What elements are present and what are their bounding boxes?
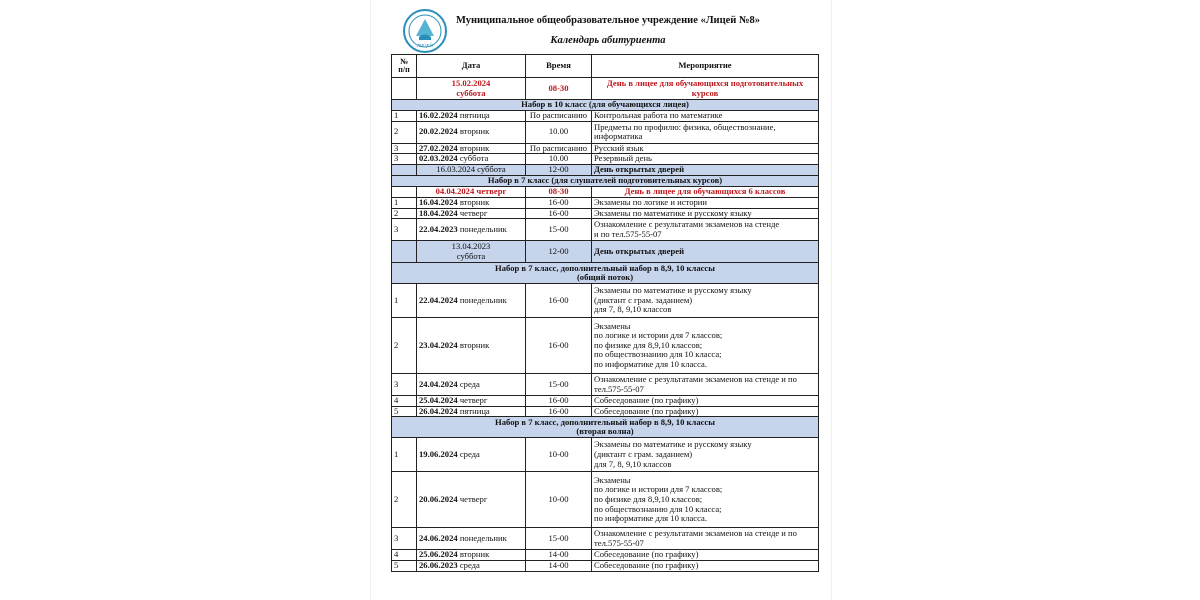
- row-weekday: вторник: [459, 549, 490, 560]
- row-event: День в лицее для обучающихся подготовительных курсов: [592, 78, 819, 100]
- row-date: 23.04.2024: [419, 339, 458, 350]
- row-time: 10.00: [526, 121, 592, 143]
- table-row: [392, 396, 819, 407]
- row-time: 12-00: [526, 241, 592, 263]
- table-row: [392, 111, 819, 122]
- row-date: 16.04.2024: [419, 197, 458, 207]
- row-time: 15-00: [526, 219, 592, 241]
- row-number: 2: [392, 208, 417, 219]
- row-date-cell: [417, 284, 526, 318]
- row-date-cell: [417, 208, 526, 219]
- table-row: [392, 438, 819, 472]
- row-event: День открытых дверей: [592, 164, 819, 175]
- row-number: 4: [392, 396, 417, 407]
- row-date-cell: [417, 528, 526, 550]
- row-date: 25.06.2024: [419, 549, 458, 560]
- row-number: [392, 186, 417, 197]
- row-event: День в лицее для обучающихся 6 классов: [592, 186, 819, 197]
- row-date-cell: [417, 472, 526, 528]
- row-time: 16-00: [526, 396, 592, 407]
- row-number: 2: [392, 318, 417, 374]
- row-number: 3: [392, 528, 417, 550]
- row-number: 4: [392, 550, 417, 561]
- row-event: Экзамены по математике и русскому языку (диктант с грам. заданием) для 7, 8, 9,10 классов: [592, 284, 819, 318]
- row-time: 08-30: [526, 78, 592, 100]
- row-weekday: среда: [459, 449, 480, 460]
- table-row: [392, 561, 819, 572]
- section-header-row: [392, 175, 819, 186]
- row-time: 16-00: [526, 318, 592, 374]
- row-number: [392, 164, 417, 175]
- row-number: 3: [392, 143, 417, 154]
- row-date: 20.02.2024: [419, 126, 458, 137]
- row-number: [392, 78, 417, 100]
- row-date: 22.04.2024: [419, 294, 458, 305]
- row-event: Собеседование (по графику): [592, 561, 819, 572]
- row-time: 08-30: [526, 186, 592, 197]
- row-date-cell: [417, 561, 526, 572]
- col-event-header: Мероприятие: [592, 55, 819, 78]
- row-date-cell: [417, 406, 526, 417]
- lyceum-logo: [402, 8, 448, 54]
- row-weekday: среда: [459, 560, 480, 570]
- row-date-cell: [417, 318, 526, 374]
- row-date: 19.06.2024: [419, 449, 458, 460]
- row-date: 20.06.2024: [419, 494, 458, 505]
- logo-text: ЛИЦЕЙ: [417, 43, 433, 48]
- row-date-cell: [417, 550, 526, 561]
- row-date-cell: 16.03.2024 суббота: [417, 164, 526, 175]
- row-date-cell: [417, 438, 526, 472]
- highlight-row: [392, 78, 819, 100]
- row-date: 25.04.2024: [419, 395, 458, 406]
- row-event: Собеседование (по графику): [592, 396, 819, 407]
- row-weekday: четверг: [459, 208, 488, 218]
- row-time: 14-00: [526, 550, 592, 561]
- section-title: Набор в 7 класс (для слушателей подготовительных курсов): [392, 175, 819, 186]
- table-row: [392, 154, 819, 165]
- table-row: [392, 219, 819, 241]
- row-time: 16-00: [526, 208, 592, 219]
- col-time-header: Время: [526, 55, 592, 78]
- row-number: [392, 241, 417, 263]
- row-weekday: среда: [459, 378, 480, 389]
- row-number: 2: [392, 472, 417, 528]
- table-row: [392, 143, 819, 154]
- section-header-row: [392, 417, 819, 438]
- row-number: 3: [392, 219, 417, 241]
- row-number: 5: [392, 561, 417, 572]
- row-weekday: вторник: [459, 143, 490, 153]
- open-day-row: [392, 164, 819, 175]
- row-weekday: понедельник: [459, 533, 507, 544]
- open-day-row: [392, 241, 819, 263]
- row-number: 3: [392, 154, 417, 165]
- row-event: Экзамены по логике и истории для 7 классов; по физике для 8,9,10 классов; по обществознанию для 10 класса; по информатике для 10 класса.: [592, 318, 819, 374]
- row-time: 12-00: [526, 164, 592, 175]
- row-date-cell: [417, 197, 526, 208]
- schedule-table: [391, 54, 819, 572]
- section-header-row: [392, 100, 819, 111]
- table-row: [392, 550, 819, 561]
- row-date-cell: [417, 154, 526, 165]
- row-event: Экзамены по логике и истории для 7 классов; по физике для 8,9,10 классов; по обществознанию для 10 класса; по информатике для 10 класса.: [592, 472, 819, 528]
- row-event: Контрольная работа по математике: [592, 111, 819, 122]
- row-date-cell: [417, 396, 526, 407]
- row-date: 02.03.2024: [419, 153, 458, 164]
- row-date-cell: 13.04.2023 суббота: [417, 241, 526, 263]
- row-event: Ознакомление с результатами экзаменов на стенде и по тел.575-55-07: [592, 219, 819, 241]
- row-time: 16-00: [526, 284, 592, 318]
- section-title: Набор в 10 класс (для обучающихся лицея): [392, 100, 819, 111]
- row-weekday: понедельник: [459, 223, 507, 234]
- row-weekday: суббота: [459, 153, 489, 164]
- row-date: 22.04.2023: [419, 223, 458, 234]
- table-row: [392, 528, 819, 550]
- row-weekday: вторник: [459, 126, 490, 137]
- row-event: День открытых дверей: [592, 241, 819, 263]
- row-date: 26.06.2023: [419, 560, 458, 570]
- table-row: [392, 208, 819, 219]
- row-date-cell: 04.04.2024 четверг: [417, 186, 526, 197]
- table-header-row: [392, 55, 819, 78]
- section-title: Набор в 7 класс, дополнительный набор в 8,9, 10 классы (вторая волна): [392, 417, 819, 438]
- row-event: Экзамены по математике и русскому языку: [592, 208, 819, 219]
- row-date-cell: 15.02.2024 суббота: [417, 78, 526, 100]
- row-number: 1: [392, 284, 417, 318]
- row-time: 10.00: [526, 154, 592, 165]
- section-title: Набор в 7 класс, дополнительный набор в 8,9, 10 классы (общий поток): [392, 263, 819, 284]
- row-weekday: вторник: [459, 197, 490, 207]
- row-date: 27.02.2024: [419, 143, 458, 153]
- row-number: 3: [392, 374, 417, 396]
- table-row: [392, 318, 819, 374]
- row-time: По расписанию: [526, 143, 592, 154]
- row-date: 16.02.2024: [419, 110, 458, 120]
- row-time: 14-00: [526, 561, 592, 572]
- row-time: 10-00: [526, 472, 592, 528]
- row-event: Предметы по профилю: физика, обществознание, информатика: [592, 121, 819, 143]
- row-event: Экзамены по логике и истории: [592, 197, 819, 208]
- row-time: 10-00: [526, 438, 592, 472]
- row-weekday: вторник: [459, 339, 490, 350]
- row-number: 5: [392, 406, 417, 417]
- row-weekday: четверг: [459, 395, 488, 406]
- row-event: Резервный день: [592, 154, 819, 165]
- section-header-row: [392, 263, 819, 284]
- row-date-cell: [417, 143, 526, 154]
- table-row: [392, 197, 819, 208]
- col-date-header: Дата: [417, 55, 526, 78]
- row-event: Русский язык: [592, 143, 819, 154]
- table-row: [392, 472, 819, 528]
- table-row: [392, 284, 819, 318]
- row-number: 1: [392, 111, 417, 122]
- row-date-cell: [417, 121, 526, 143]
- calendar-title: Календарь абитуриента: [550, 35, 666, 46]
- row-date: 18.04.2024: [419, 208, 458, 218]
- row-weekday: понедельник: [459, 294, 507, 305]
- row-time: 16-00: [526, 197, 592, 208]
- row-date: 26.04.2024: [419, 406, 458, 416]
- highlight-row: [392, 186, 819, 197]
- row-event: Собеседование (по графику): [592, 550, 819, 561]
- row-weekday: четверг: [459, 494, 488, 505]
- row-number: 1: [392, 197, 417, 208]
- row-event: Экзамены по математике и русскому языку (диктант с грам. заданием) для 7, 8, 9,10 классов: [592, 438, 819, 472]
- row-date-cell: [417, 219, 526, 241]
- table-row: [392, 406, 819, 417]
- row-date: 24.06.2024: [419, 533, 458, 544]
- row-event: Ознакомление с результатами экзаменов на стенде и по тел.575-55-07: [592, 528, 819, 550]
- row-weekday: пятница: [459, 406, 490, 416]
- row-date-cell: [417, 111, 526, 122]
- row-date: 24.04.2024: [419, 378, 458, 389]
- row-number: 1: [392, 438, 417, 472]
- table-row: [392, 374, 819, 396]
- row-time: 15-00: [526, 528, 592, 550]
- table-row: [392, 121, 819, 143]
- row-time: 15-00: [526, 374, 592, 396]
- row-event: Собеседование (по графику): [592, 406, 819, 417]
- col-number-header: № п/п: [392, 55, 417, 78]
- row-time: По расписанию: [526, 111, 592, 122]
- row-number: 2: [392, 121, 417, 143]
- row-date-cell: [417, 374, 526, 396]
- row-event: Ознакомление с результатами экзаменов на стенде и по тел.575-55-07: [592, 374, 819, 396]
- row-time: 16-00: [526, 406, 592, 417]
- organization-title: Муниципальное общеобразовательное учреждение «Лицей №8»: [455, 15, 761, 26]
- row-weekday: пятница: [459, 110, 490, 120]
